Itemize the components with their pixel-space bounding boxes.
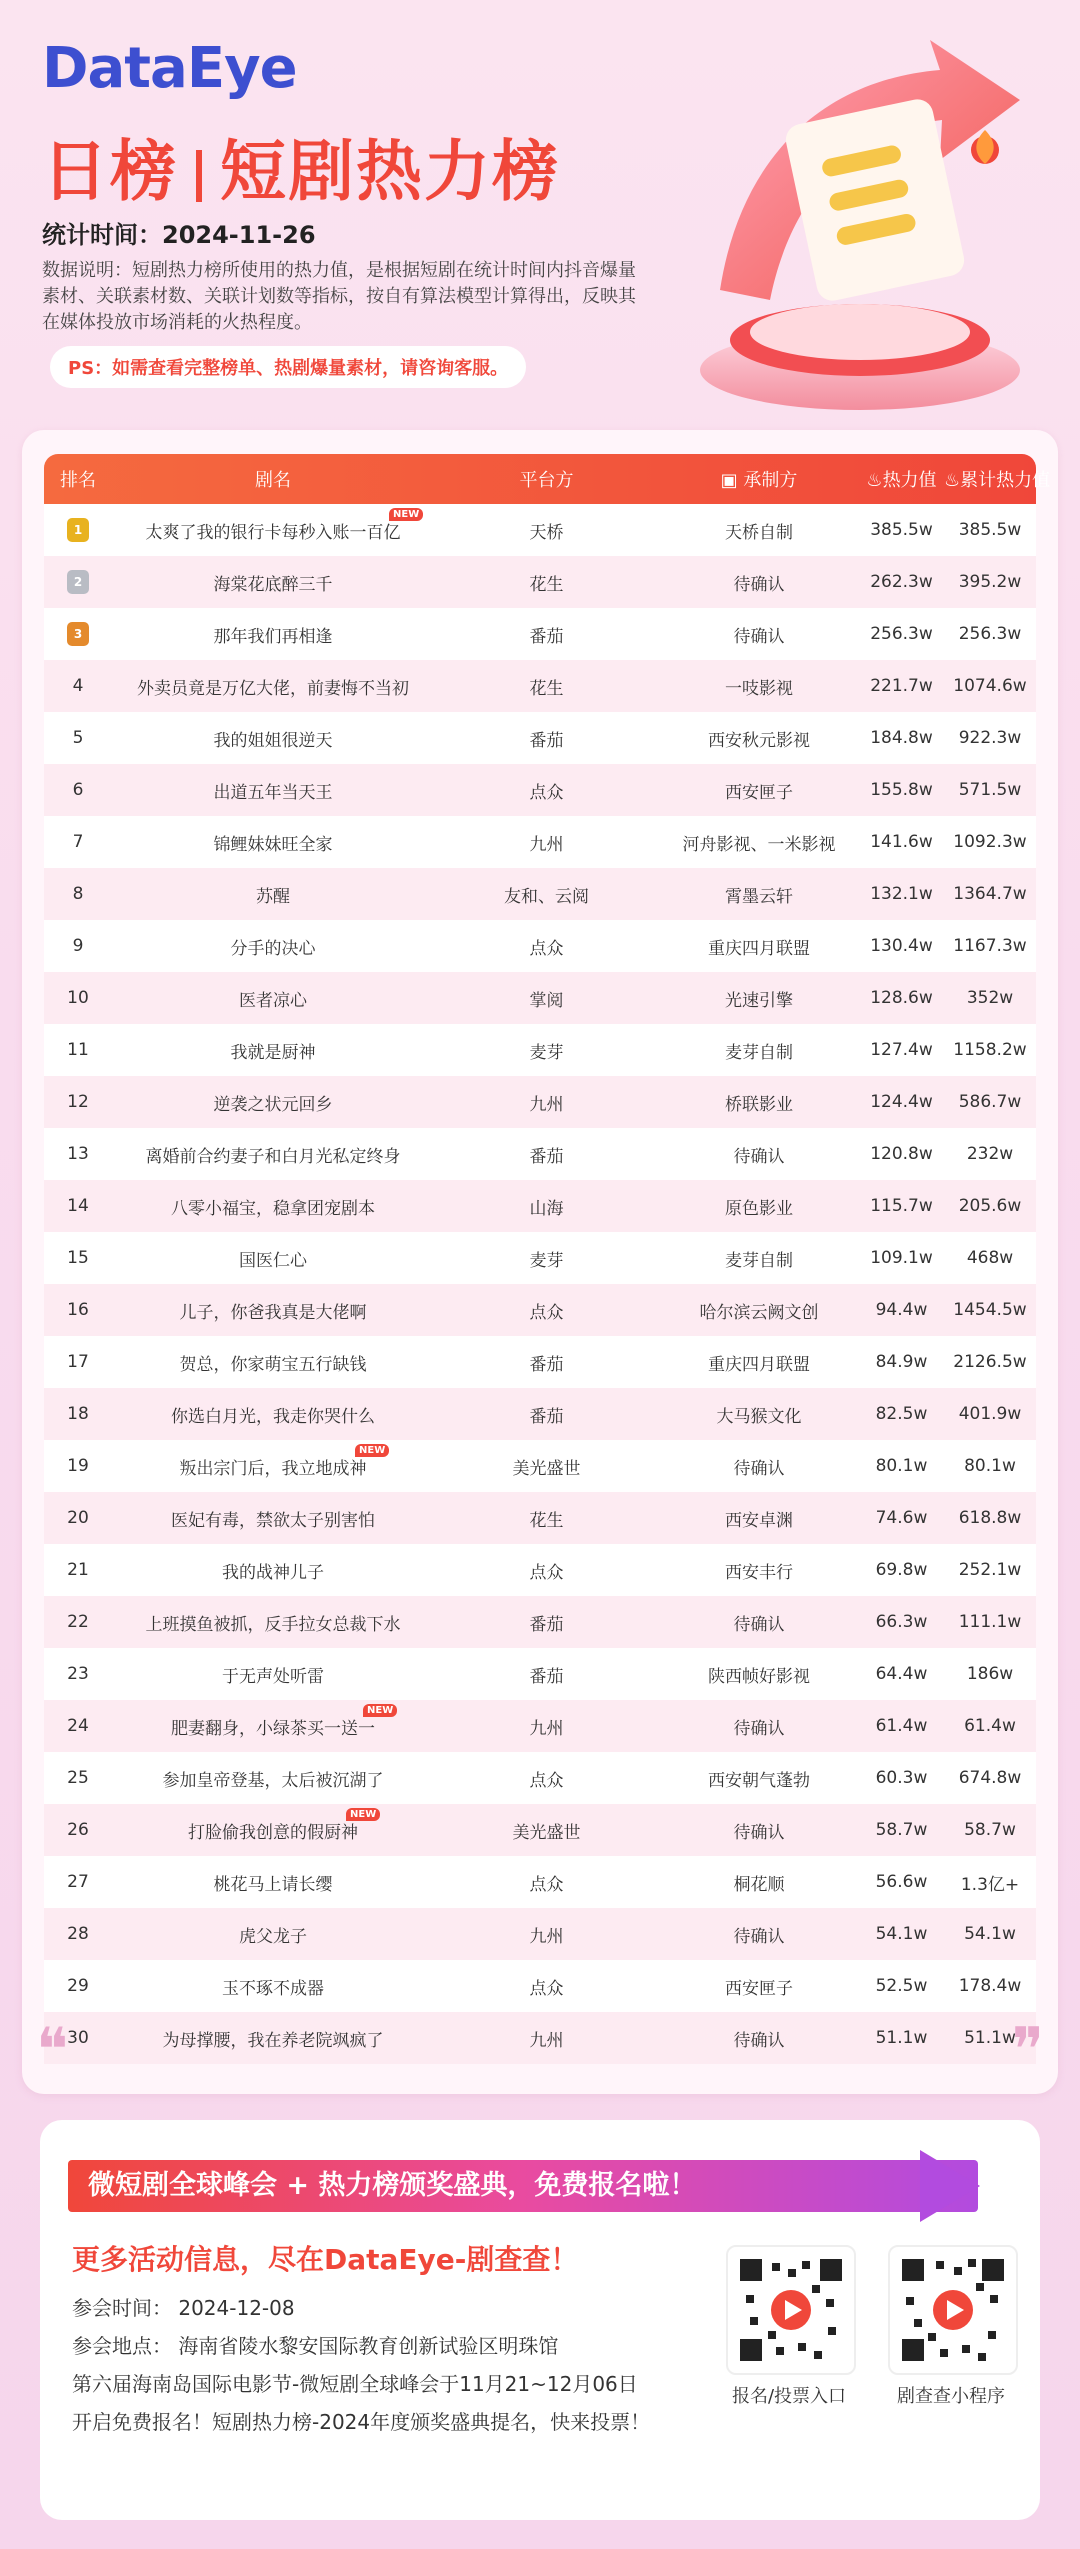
drama-name: 为母撑腰，我在养老院飒疯了	[162, 2030, 384, 2051]
rank-cell: 6	[72, 780, 84, 800]
drama-name: 逆袭之状元回乡	[213, 1094, 333, 1115]
briefcase-icon: ▣	[720, 470, 744, 491]
heat-value-cell: 80.1w	[875, 1456, 928, 1476]
heat-value-cell: 128.6w	[870, 988, 933, 1008]
event-place: 参会地点： 海南省陵水黎安国际教育创新试验区明珠馆	[72, 2334, 559, 2358]
drama-name-cell	[112, 778, 434, 803]
table-row	[44, 608, 1036, 660]
qr-miniprogram-caption: 剧查查小程序	[897, 2386, 1005, 2407]
maker-cell: 西安匣子	[725, 1978, 793, 1999]
platform-cell: 九州	[529, 1718, 564, 1739]
maker-cell: 待确认	[733, 574, 785, 595]
new-badge: NEW	[363, 1704, 397, 1717]
platform-cell: 天桥	[529, 522, 564, 543]
heat-value-cell: 184.8w	[870, 728, 933, 748]
drama-name: 太爽了我的银行卡每秒入账一百亿	[145, 522, 401, 543]
header	[0, 0, 1080, 440]
heat-value-cell: 141.6w	[870, 832, 933, 852]
table-row	[44, 764, 1036, 816]
heat-value-cell: 221.7w	[870, 676, 933, 696]
rank-cell: 26	[67, 1820, 89, 1840]
drama-name: 你选白月光，我走你哭什么	[171, 1406, 375, 1427]
heat-value-cell: 64.4w	[875, 1664, 928, 1684]
hero-illustration	[680, 40, 1040, 420]
platform-cell: 美光盛世	[512, 1458, 581, 1479]
event-vote: 开启免费报名！短剧热力榜-2024年度颁奖盛典提名，快来投票！	[72, 2410, 651, 2434]
event-footer	[40, 2120, 1040, 2520]
rank-cell: 29	[67, 1976, 89, 1996]
table-row	[44, 1388, 1036, 1440]
platform-cell: 番茄	[529, 1406, 564, 1427]
maker-cell: 大马猴文化	[716, 1406, 802, 1427]
table-row	[44, 1180, 1036, 1232]
drama-name-cell	[112, 1090, 434, 1115]
table-row	[44, 556, 1036, 608]
drama-name-cell	[112, 2026, 434, 2051]
table-row	[44, 1336, 1036, 1388]
drama-name-cell	[112, 1506, 434, 1531]
drama-name-cell	[112, 934, 434, 959]
drama-name: 苏醒	[256, 886, 290, 907]
col-maker-label: 承制方	[743, 470, 798, 491]
drama-name: 我的战神儿子	[222, 1562, 324, 1583]
total-heat-cell: 352w	[966, 988, 1014, 1008]
quote-left-decoration: ❝	[36, 2015, 69, 2085]
total-heat-cell: 1364.7w	[953, 884, 1027, 904]
silver-medal-icon: 2	[67, 570, 89, 594]
page-title	[42, 118, 560, 213]
heat-value-cell: 115.7w	[870, 1196, 933, 1216]
total-heat-cell: 252.1w	[958, 1560, 1022, 1580]
platform-cell: 麦芽	[529, 1042, 564, 1063]
maker-cell: 待确认	[733, 1926, 785, 1947]
ps-notice: PS：如需查看完整榜单、热剧爆量素材，请咨询客服。	[50, 346, 526, 388]
table-row	[44, 1492, 1036, 1544]
heat-value-cell: 82.5w	[875, 1404, 928, 1424]
drama-name-cell	[112, 1350, 434, 1375]
total-heat-cell: 401.9w	[958, 1404, 1022, 1424]
title-divider	[196, 150, 202, 202]
table-row	[44, 1076, 1036, 1128]
col-platform: 平台方	[519, 470, 574, 491]
drama-name: 贺总，你家萌宝五行缺钱	[179, 1354, 367, 1375]
drama-name-cell	[112, 508, 434, 543]
new-badge: NEW	[346, 1808, 380, 1821]
table-row	[44, 1024, 1036, 1076]
total-heat-cell: 205.6w	[958, 1196, 1022, 1216]
total-heat-cell: 1.3亿+	[960, 1874, 1020, 1895]
drama-name: 那年我们再相逢	[213, 626, 333, 647]
platform-cell: 九州	[529, 834, 564, 855]
table-row	[44, 1128, 1036, 1180]
platform-cell: 点众	[529, 1874, 564, 1895]
drama-name: 锦鲤妹妹旺全家	[213, 834, 333, 855]
heat-value-cell: 385.5w	[870, 520, 933, 540]
maker-cell: 霄墨云轩	[725, 886, 793, 907]
rank-cell: 22	[67, 1612, 89, 1632]
qr-pattern-icon	[728, 2247, 854, 2373]
total-heat-cell: 1074.6w	[953, 676, 1027, 696]
platform-cell: 点众	[529, 1770, 564, 1791]
total-heat-cell: 2126.5w	[953, 1352, 1027, 1372]
drama-name-cell	[112, 1194, 434, 1219]
maker-cell: 河舟影视、一米影视	[682, 834, 836, 855]
drama-name-cell	[112, 1038, 434, 1063]
total-heat-cell: 571.5w	[958, 780, 1022, 800]
rank-cell: 23	[67, 1664, 89, 1684]
platform-cell: 九州	[529, 1926, 564, 1947]
rank-cell: 14	[67, 1196, 89, 1216]
total-heat-cell: 618.8w	[958, 1508, 1022, 1528]
col-heat-label: 热力值	[882, 470, 937, 491]
rank-cell: 8	[72, 884, 84, 904]
rank-cell: 16	[67, 1300, 89, 1320]
rank-cell: 13	[67, 1144, 89, 1164]
rank-cell: 28	[67, 1924, 89, 1944]
drama-name-cell	[112, 1974, 434, 1999]
drama-name: 离婚前合约妻子和白月光私定终身	[145, 1146, 401, 1167]
drama-name-cell	[112, 830, 434, 855]
drama-name-cell	[112, 1142, 434, 1167]
platform-cell: 友和、云阅	[504, 886, 589, 907]
platform-cell: 点众	[529, 1302, 564, 1323]
drama-name: 出道五年当天王	[213, 782, 333, 803]
platform-cell: 番茄	[529, 1614, 564, 1635]
total-heat-cell: 186w	[966, 1664, 1014, 1684]
total-heat-cell: 232w	[966, 1144, 1014, 1164]
bronze-medal-icon: 3	[67, 622, 89, 646]
total-heat-cell: 61.4w	[964, 1716, 1016, 1736]
table-row	[44, 920, 1036, 972]
table-row	[44, 1648, 1036, 1700]
platform-cell: 麦芽	[529, 1250, 564, 1271]
ranking-panel	[22, 430, 1058, 2094]
table-row	[44, 868, 1036, 920]
drama-name-cell	[112, 1610, 434, 1635]
rank-cell: 27	[67, 1872, 89, 1892]
heat-value-cell: 84.9w	[875, 1352, 928, 1372]
table-row	[44, 1284, 1036, 1336]
maker-cell: 待确认	[733, 626, 785, 647]
platform-cell: 九州	[529, 1094, 564, 1115]
drama-name: 外卖员竟是万亿大佬，前妻悔不当初	[137, 678, 409, 699]
rank-cell: 12	[67, 1092, 89, 1112]
drama-name: 肥妻翻身，小绿茶买一送一	[171, 1718, 375, 1739]
maker-cell: 待确认	[733, 2030, 785, 2051]
drama-name: 玉不琢不成器	[222, 1978, 324, 1999]
platform-cell: 点众	[529, 938, 564, 959]
heat-value-cell: 60.3w	[875, 1768, 928, 1788]
rank-cell: 19	[67, 1456, 89, 1476]
drama-name-cell	[112, 1246, 434, 1271]
rank-cell: 25	[67, 1768, 89, 1788]
drama-name: 儿子，你爸我真是大佬啊	[179, 1302, 367, 1323]
table-row	[44, 1960, 1036, 2012]
maker-cell: 西安秋元影视	[708, 730, 810, 751]
drama-name-cell	[112, 1870, 434, 1895]
rank-medal-cell	[44, 622, 112, 646]
heat-value-cell: 127.4w	[870, 1040, 933, 1060]
platform-cell: 花生	[529, 1510, 564, 1531]
maker-cell: 哈尔滨云阙文创	[699, 1302, 819, 1323]
maker-cell: 麦芽自制	[725, 1250, 793, 1271]
event-time: 参会时间： 2024-12-08	[72, 2296, 295, 2320]
maker-cell: 西安匣子	[725, 782, 793, 803]
new-badge: NEW	[389, 508, 423, 521]
table-row	[44, 660, 1036, 712]
drama-name-cell	[112, 570, 434, 595]
drama-name-cell	[112, 882, 434, 907]
maker-cell: 原色影业	[725, 1198, 793, 1219]
total-heat-cell: 51.1w	[964, 2028, 1016, 2048]
drama-name-cell	[112, 1558, 434, 1583]
maker-cell: 光速引擎	[725, 990, 793, 1011]
rank-cell: 18	[67, 1404, 89, 1424]
total-heat-cell: 395.2w	[958, 572, 1022, 592]
drama-name: 上班摸鱼被抓，反手拉女总裁下水	[145, 1614, 401, 1635]
rank-cell: 7	[72, 832, 84, 852]
heat-value-cell: 56.6w	[875, 1872, 928, 1892]
platform-cell: 九州	[529, 2030, 564, 2051]
drama-name-cell	[112, 1766, 434, 1791]
col-name: 剧名	[255, 470, 291, 491]
title-main: 短剧热力榜	[220, 133, 560, 210]
ranking-table	[44, 454, 1051, 2064]
col-total	[944, 466, 1051, 492]
event-dates: 第六届海南岛国际电影节-微短剧全球峰会于11月21~12月06日	[72, 2372, 638, 2396]
drama-name: 打脸偷我创意的假厨神	[188, 1822, 358, 1843]
heat-value-cell: 120.8w	[870, 1144, 933, 1164]
rank-cell: 20	[67, 1508, 89, 1528]
heat-value-cell: 94.4w	[875, 1300, 928, 1320]
maker-cell: 重庆四月联盟	[708, 938, 810, 959]
heat-value-cell: 256.3w	[870, 624, 933, 644]
heat-value-cell: 52.5w	[875, 1976, 928, 1996]
qr-pattern-icon	[890, 2247, 1016, 2373]
platform-cell: 掌阅	[529, 990, 564, 1011]
table-row	[44, 1804, 1036, 1856]
drama-name: 我的姐姐很逆天	[213, 730, 333, 751]
table-row	[44, 1908, 1036, 1960]
total-heat-cell: 1454.5w	[953, 1300, 1027, 1320]
qr-code-miniprogram[interactable]	[888, 2245, 1018, 2375]
quote-right-decoration: ❞	[1011, 2015, 1044, 2085]
drama-name: 参加皇帝登基，太后被沉湖了	[162, 1770, 384, 1791]
total-heat-cell: 58.7w	[964, 1820, 1016, 1840]
total-heat-cell: 256.3w	[958, 624, 1022, 644]
table-header	[44, 454, 1051, 504]
drama-name: 医者凉心	[239, 990, 307, 1011]
col-total-label: 累计热力值	[960, 470, 1051, 491]
total-heat-cell: 1158.2w	[953, 1040, 1027, 1060]
rank-cell: 17	[67, 1352, 89, 1372]
drama-name-cell	[112, 674, 434, 699]
drama-name-cell	[112, 1402, 434, 1427]
drama-name-cell	[112, 726, 434, 751]
table-row	[44, 712, 1036, 764]
platform-cell: 点众	[529, 1978, 564, 1999]
table-row	[44, 1856, 1036, 1908]
flame-icon: ♨	[866, 470, 883, 491]
drama-name: 于无声处听雷	[222, 1666, 324, 1687]
platform-cell: 花生	[529, 574, 564, 595]
table-row	[44, 816, 1036, 868]
heat-value-cell: 69.8w	[875, 1560, 928, 1580]
rank-cell: 24	[67, 1716, 89, 1736]
table-row	[44, 2012, 1036, 2064]
platform-cell: 点众	[529, 782, 564, 803]
data-description: 数据说明：短剧热力榜所使用的热力值，是根据短剧在统计时间内抖音爆量素材、关联素材数、关联计划数等指标，按自有算法模型计算得出，反映其在媒体投放市场消耗的火热程度。	[42, 260, 636, 333]
total-heat-cell: 80.1w	[964, 1456, 1016, 1476]
total-heat-cell: 1167.3w	[953, 936, 1027, 956]
maker-cell: 重庆四月联盟	[708, 1354, 810, 1375]
rank-cell: 9	[72, 936, 84, 956]
maker-cell: 一吱影视	[725, 678, 793, 699]
maker-cell: 西安卓渊	[725, 1510, 793, 1531]
drama-name-cell	[112, 1808, 434, 1843]
total-heat-cell: 178.4w	[958, 1976, 1022, 1996]
total-heat-cell: 922.3w	[958, 728, 1022, 748]
total-heat-cell: 1092.3w	[953, 832, 1027, 852]
heat-value-cell: 109.1w	[870, 1248, 933, 1268]
heat-value-cell: 51.1w	[875, 2028, 928, 2048]
table-row	[44, 1232, 1036, 1284]
drama-name: 医妃有毒，禁欲太子别害怕	[171, 1510, 375, 1531]
drama-name: 八零小福宝，稳拿团宠剧本	[171, 1198, 375, 1219]
platform-cell: 番茄	[529, 1354, 564, 1375]
drama-name: 海棠花底醉三千	[213, 574, 333, 595]
rank-cell: 15	[67, 1248, 89, 1268]
drama-name-cell	[112, 1298, 434, 1323]
heat-value-cell: 54.1w	[875, 1924, 928, 1944]
rank-medal-cell	[44, 570, 112, 594]
heat-value-cell: 132.1w	[870, 884, 933, 904]
drama-name-cell	[112, 986, 434, 1011]
table-row	[44, 1596, 1036, 1648]
total-heat-cell: 385.5w	[958, 520, 1022, 540]
table-body	[44, 504, 1036, 2064]
maker-cell: 待确认	[733, 1614, 785, 1635]
heat-value-cell: 58.7w	[875, 1820, 928, 1840]
platform-cell: 美光盛世	[512, 1822, 581, 1843]
table-row	[44, 1544, 1036, 1596]
drama-name-cell	[112, 1704, 434, 1739]
total-heat-cell: 54.1w	[964, 1924, 1016, 1944]
platform-cell: 番茄	[529, 626, 564, 647]
maker-cell: 桐花顺	[733, 1874, 785, 1895]
rank-cell: 4	[72, 676, 84, 696]
total-heat-cell: 468w	[966, 1248, 1014, 1268]
col-rank: 排名	[60, 470, 96, 491]
maker-cell: 待确认	[733, 1822, 785, 1843]
platform-cell: 花生	[529, 678, 564, 699]
dataeye-logo: DataEye	[42, 36, 297, 101]
maker-cell: 待确认	[733, 1458, 785, 1479]
total-heat-cell: 586.7w	[958, 1092, 1022, 1112]
drama-name: 叛出宗门后，我立地成神	[179, 1458, 367, 1479]
maker-cell: 天桥自制	[725, 522, 793, 543]
table-row	[44, 1752, 1036, 1804]
platform-cell: 点众	[529, 1562, 564, 1583]
qr-code-register[interactable]	[726, 2245, 856, 2375]
heat-value-cell: 66.3w	[875, 1612, 928, 1632]
heat-value-cell: 74.6w	[875, 1508, 928, 1528]
heat-value-cell: 130.4w	[870, 936, 933, 956]
platform-cell: 山海	[529, 1198, 564, 1219]
rank-cell: 21	[67, 1560, 89, 1580]
heat-value-cell: 262.3w	[870, 572, 933, 592]
drama-name: 桃花马上请长缨	[213, 1874, 333, 1895]
col-maker	[659, 466, 859, 492]
stat-date: 2024-11-26	[162, 221, 316, 249]
rank-cell: 10	[67, 988, 89, 1008]
total-heat-cell: 674.8w	[958, 1768, 1022, 1788]
flame-icon: ♨	[944, 470, 961, 491]
maker-cell: 待确认	[733, 1718, 785, 1739]
drama-name-cell	[112, 1662, 434, 1687]
drama-name: 分手的决心	[230, 938, 316, 959]
rank-cell: 11	[67, 1040, 89, 1060]
drama-name-cell	[112, 1444, 434, 1479]
maker-cell: 西安丰行	[725, 1562, 793, 1583]
table-row	[44, 1700, 1036, 1752]
drama-name-cell	[112, 622, 434, 647]
table-row	[44, 504, 1036, 556]
drama-name: 虎父龙子	[239, 1926, 307, 1947]
qr-register-caption: 报名/投票入口	[731, 2386, 847, 2407]
platform-cell: 番茄	[529, 1666, 564, 1687]
rank-cell: 5	[72, 728, 84, 748]
maker-cell: 麦芽自制	[725, 1042, 793, 1063]
maker-cell: 桥联影业	[725, 1094, 793, 1115]
drama-name: 国医仁心	[239, 1250, 307, 1271]
maker-cell: 西安朝气蓬勃	[708, 1770, 810, 1791]
table-row	[44, 972, 1036, 1024]
rank-cell: 30	[67, 2028, 89, 2048]
stat-label: 统计时间：	[42, 221, 162, 249]
platform-cell: 番茄	[529, 1146, 564, 1167]
total-heat-cell: 111.1w	[958, 1612, 1022, 1632]
table-row	[44, 1440, 1036, 1492]
drama-name-cell	[112, 1922, 434, 1947]
heat-value-cell: 124.4w	[870, 1092, 933, 1112]
col-heat	[859, 466, 944, 492]
more-info: 更多活动信息，尽在DataEye-剧查查！	[72, 2243, 579, 2276]
event-banner: 微短剧全球峰会 + 热力榜颁奖盛典，免费报名啦！	[68, 2160, 978, 2212]
title-daily: 日榜	[42, 133, 178, 210]
heat-value-cell: 155.8w	[870, 780, 933, 800]
banner-arrow-decoration	[920, 2150, 980, 2222]
stat-time	[42, 215, 316, 250]
heat-value-cell: 61.4w	[875, 1716, 928, 1736]
maker-cell: 陕西帧好影视	[708, 1666, 810, 1687]
platform-cell: 番茄	[529, 730, 564, 751]
gold-medal-icon: 1	[67, 518, 89, 542]
maker-cell: 待确认	[733, 1146, 785, 1167]
drama-name: 我就是厨神	[230, 1042, 316, 1063]
rank-medal-cell	[44, 518, 112, 542]
new-badge: NEW	[355, 1444, 389, 1457]
